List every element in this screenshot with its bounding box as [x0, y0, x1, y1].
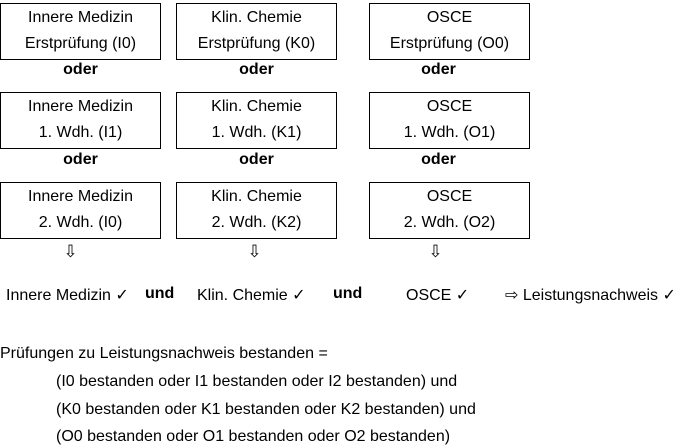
box-kc-erstpruefung — [176, 3, 337, 60]
oder-label: oder — [63, 61, 98, 78]
box-title: Innere Medizin — [28, 98, 133, 115]
down-arrow-icon: ⇩ — [247, 242, 262, 261]
box-title: Klin. Chemie — [211, 9, 302, 26]
box-im-wdh1 — [0, 92, 161, 149]
oder-label: oder — [421, 61, 456, 78]
formula-line-kc: (K0 bestanden oder K1 bestanden oder K2 bestanden) und — [56, 401, 476, 418]
oder-label: oder — [63, 151, 98, 168]
result-leistungsnachweis: ⇨ Leistungsnachweis ✓ — [505, 287, 676, 304]
box-title: Klin. Chemie — [211, 98, 302, 115]
box-subtitle: 2. Wdh. (O2) — [403, 214, 496, 231]
box-subtitle: 1. Wdh. (I1) — [38, 124, 123, 141]
und-label: und — [145, 285, 175, 302]
box-kc-wdh1 — [176, 92, 337, 149]
box-subtitle: 2. Wdh. (I0) — [38, 214, 123, 231]
box-subtitle: Erstprüfung (I0) — [24, 35, 137, 52]
result-osce: OSCE ✓ — [406, 287, 470, 304]
box-title: OSCE — [426, 98, 473, 115]
box-title: Klin. Chemie — [211, 188, 302, 205]
box-kc-wdh2 — [176, 182, 337, 239]
formula-line-im: (I0 bestanden oder I1 bestanden oder I2 bestanden) und — [56, 373, 458, 390]
box-subtitle: Erstprüfung (O0) — [389, 35, 510, 52]
oder-label: oder — [239, 61, 274, 78]
box-osce-wdh2 — [369, 182, 530, 239]
box-subtitle: Erstprüfung (K0) — [197, 35, 316, 52]
box-osce-erstpruefung — [369, 3, 530, 60]
oder-label: oder — [421, 151, 456, 168]
box-im-wdh2 — [0, 182, 161, 239]
formula-line-osce: (O0 bestanden oder O1 bestanden oder O2 bestanden) — [56, 428, 451, 445]
oder-label: oder — [239, 151, 274, 168]
und-label: und — [333, 285, 363, 302]
box-subtitle: 2. Wdh. (K2) — [211, 214, 302, 231]
result-klin-chemie: Klin. Chemie ✓ — [197, 287, 306, 304]
box-title: OSCE — [426, 9, 473, 26]
box-title: OSCE — [426, 188, 473, 205]
box-title: Innere Medizin — [28, 9, 133, 26]
box-osce-wdh1 — [369, 92, 530, 149]
box-title: Innere Medizin — [28, 188, 133, 205]
box-im-erstpruefung — [0, 3, 161, 60]
result-innere-medizin: Innere Medizin ✓ — [6, 287, 129, 304]
down-arrow-icon: ⇩ — [63, 242, 78, 261]
box-subtitle: 1. Wdh. (O1) — [403, 124, 496, 141]
formula-heading: Prüfungen zu Leistungsnachweis bestanden = — [0, 345, 328, 362]
box-subtitle: 1. Wdh. (K1) — [211, 124, 302, 141]
down-arrow-icon: ⇩ — [428, 242, 443, 261]
